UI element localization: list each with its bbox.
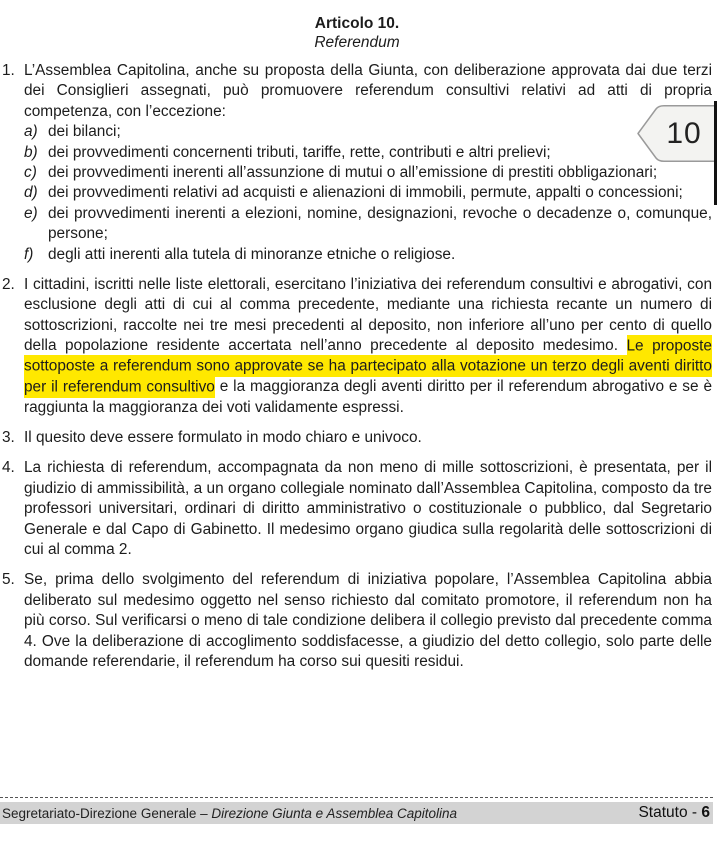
footer-doc-name: Statuto - — [638, 804, 702, 821]
clause-text — [24, 275, 712, 418]
clause-number: 1. — [2, 62, 15, 79]
subclause-d — [24, 183, 712, 203]
subclause-letter: b) — [24, 143, 38, 161]
footer-page-label — [638, 804, 710, 822]
subclause-letter: d) — [24, 184, 38, 202]
clause-text: Il quesito deve essere formulato in modo chiaro e univoco. — [24, 428, 422, 446]
subclause-text: dei provvedimenti inerenti a elezioni, nomine, designazioni, revoche o decadenze o, comunque, persone; — [48, 204, 712, 243]
footer-office — [2, 806, 457, 821]
clause-text: La richiesta di referendum, accompagnata da non meno di mille sottoscrizioni, è presentata, per il giudizio di ammissibilità, a un organo collegiale nominato dall’Assemblea Capitolina, composto da tre professori universitari, ordinari di diritto amministrativo o costituzionale o pubblico, dal Segretario Generale e dal Capo di Gabinetto. Il medesimo organo giudica sulla regolarità delle sottoscrizioni di cui al comma 2. — [24, 459, 712, 558]
footer-office-division: Direzione Giunta e Assemblea Capitolina — [211, 805, 458, 821]
clause-number: 3. — [2, 428, 15, 446]
clause-3 — [2, 428, 712, 448]
clause-number: 4. — [2, 459, 15, 477]
clause-4 — [2, 458, 712, 560]
article-subtitle: Referendum — [314, 34, 400, 51]
footer-divider — [0, 797, 713, 798]
article-body — [2, 61, 712, 672]
subclause-text: dei provvedimenti relativi ad acquisti e alienazioni di immobili, permute, appalti o concessioni; — [48, 184, 683, 202]
subclause-a — [24, 122, 712, 142]
subclause-b — [24, 143, 712, 163]
clause-2-before-highlight: I cittadini, iscritti nelle liste elettorali, esercitano l’iniziativa dei referendum consultivi e abrogativi, con esclusione degli atti di cui al comma precedente, mediante una richiesta recante un numero di sottoscrizioni, raccolte nei tre mesi precedenti al deposito, non inferiore all’uno per cento di quello della popolazione residente accertata nell’anno precedente al deposito medesimo. — [24, 276, 712, 355]
subclause-f — [24, 245, 712, 265]
subclause-text: dei provvedimenti inerenti all’assunzione di mutui o all’emissione di prestiti obbligazionari; — [48, 164, 658, 182]
clause-number: 5. — [2, 571, 15, 589]
subclause-letter: c) — [24, 164, 37, 182]
footer-bar — [0, 802, 713, 824]
subclause-c — [24, 163, 712, 183]
clause-number: 2. — [2, 276, 15, 294]
article-title: Articolo 10. — [314, 15, 400, 32]
page-number: 10 — [666, 116, 702, 150]
clause-5 — [2, 570, 712, 672]
clause-1-intro: L’Assemblea Capitolina, anche su proposta della Giunta, con deliberazione approvata dai due terzi dei Consiglieri assegnati, può promuovere referendum consultivi relativi ad atti di propria competenza, con l’eccezione: — [24, 62, 712, 120]
clause-text: Se, prima dello svolgimento del referendum di iniziativa popolare, l’Assemblea Capitolina abbia deliberato sul medesimo oggetto nel senso richiesto dal comitato promotore, il referendum non ha più corso. Sul verificarsi o meno di tale condizione delibera il collegio previsto dal precedente comma 4. Ove la deliberazione di accoglimento soddisfacesse, a giudizio del detto collegio, solo parte delle domande referendarie, il referendum ha corso sui quesiti residui. — [24, 571, 712, 670]
subclause-letter: f) — [24, 245, 34, 263]
subclause-text: degli atti inerenti alla tutela di minoranze etniche o religiose. — [48, 245, 456, 263]
clause-2-after-highlight: e la maggioranza degli aventi diritto per il referendum abrogativo e se è raggiunta la maggioranza dei voti validamente espressi. — [24, 378, 713, 416]
highlighted-passage: Le proposte sottoposte a referendum sono approvate se ha partecipato alla votazione un terzo degli aventi diritto per il referendum consultivo — [24, 335, 712, 398]
subclause-text: dei provvedimenti concernenti tributi, tariffe, rette, contributi e altri prelievi; — [48, 143, 551, 161]
footer-page-number: 6 — [701, 804, 710, 821]
article-header — [2, 14, 712, 52]
footer-office-name: Segretariato-Direzione Generale – — [2, 805, 212, 821]
subclause-letter: a) — [24, 123, 38, 141]
clause-1 — [2, 61, 712, 265]
subclause-letter: e) — [24, 204, 38, 222]
subclause-e — [24, 204, 712, 245]
clause-2 — [2, 275, 712, 418]
subclause-text: dei bilanci; — [48, 123, 121, 141]
page-footer — [0, 797, 713, 824]
clause-text — [24, 61, 712, 265]
page-number-tab — [637, 105, 717, 162]
